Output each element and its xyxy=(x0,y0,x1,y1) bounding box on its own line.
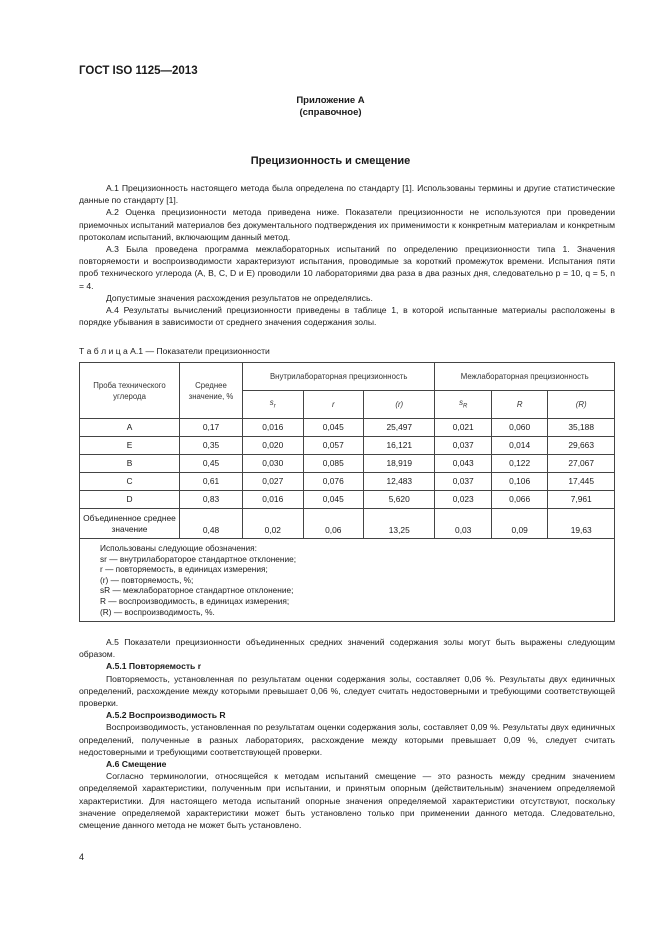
note-line: (r) — повторяемость, %; xyxy=(100,574,194,585)
cell-R: 0,066 xyxy=(491,491,547,509)
paragraph-a3-note: Допустимые значения расхождения результатов не определялись. xyxy=(106,292,373,303)
cell-sr: 0,020 xyxy=(243,437,304,455)
cell-sr: 0,027 xyxy=(243,473,304,491)
header-r-percent: (r) xyxy=(364,391,435,419)
cell-mean: 0,45 xyxy=(180,455,243,473)
table-row xyxy=(80,455,615,473)
cell-r: 0,045 xyxy=(303,419,364,437)
note-line: sR — межлабораторное стандартное отклонение; xyxy=(100,585,294,596)
header-sR: $s_R$ xyxy=(435,391,491,419)
note-line: (R) — воспроизводимость, %. xyxy=(100,606,215,617)
header-inter-lab: Межлабораторная прецизионность xyxy=(435,363,615,391)
header-intra-lab: Внутрилабораторная прецизионность xyxy=(243,363,435,391)
cell-R-percent: 35,188 xyxy=(548,419,615,437)
cell-sR: 0,043 xyxy=(435,455,491,473)
section-title: Прецизионность и смещение xyxy=(250,155,411,167)
cell-r-percent: 12,483 xyxy=(364,473,435,491)
paragraph-a51: Повторяемость, установленная по результатам оценки содержания золы, составляет 0,06 %. Результаты двух единичных определений, расхождение между которыми превышает 0,06 %, следует считать недостоверными и требующими соответствующей проверки. xyxy=(79,673,615,709)
header-sr: $s_r$ xyxy=(243,391,304,419)
cell-R: 0,09 xyxy=(491,509,547,539)
cell-r: 0,057 xyxy=(303,437,364,455)
heading-a52: А.5.2 Воспроизводимость R xyxy=(106,710,226,721)
text-block-1 xyxy=(79,182,615,328)
note-line: R — воспроизводимость, в единицах измерения; xyxy=(100,595,290,606)
cell-sample: B xyxy=(80,455,180,473)
appendix-type: (справочное) xyxy=(299,107,362,118)
cell-mean: 0,48 xyxy=(180,509,243,539)
table-row-pooled xyxy=(80,509,615,539)
cell-R: 0,106 xyxy=(491,473,547,491)
heading-a51: А.5.1 Повторяемость r xyxy=(106,661,202,672)
table-row xyxy=(80,419,615,437)
table-row xyxy=(80,491,615,509)
table-notes xyxy=(80,539,615,622)
cell-sr: 0,02 xyxy=(243,509,304,539)
cell-R: 0,014 xyxy=(491,437,547,455)
cell-sr: 0,016 xyxy=(243,491,304,509)
header-R: R xyxy=(491,391,547,419)
cell-r-percent: 13,25 xyxy=(364,509,435,539)
paragraph-a4: А.4 Результаты вычислений прецизионности приведены в таблице 1, в которой испытанные материалы расположены в порядке убывания в зависимости от среднего значения содержания золы. xyxy=(79,305,615,328)
paragraph-a1: А.1 Прецизионность настоящего метода была определена по стандарту [1]. Использованы термины и другие статистические данные по стандарту [1]. xyxy=(79,183,615,206)
cell-sR: 0,03 xyxy=(435,509,491,539)
document-header: ГОСТ ISO 1125—2013 xyxy=(79,65,198,77)
cell-r: 0,085 xyxy=(303,455,364,473)
cell-sample: A xyxy=(80,419,180,437)
cell-r-percent: 5,620 xyxy=(364,491,435,509)
precision-table xyxy=(79,362,615,622)
cell-r: 0,045 xyxy=(303,491,364,509)
paragraph-a6: Согласно терминологии, относящейся к методам испытаний смещение — это разность между средним значением определяемой характеристики, полученным при испытании, и принятым опорным (действительным) значением определяемой характеристики. Для настоящего метода испытаний опорные значения определяемой характеристики отсутствуют, поскольку значение определяемой характеристики может быть установлено только при применении данного метода. Следовательно, смещение данного метода не может быть установлено. xyxy=(79,771,615,831)
cell-sr: 0,016 xyxy=(243,419,304,437)
appendix-label: Приложение А xyxy=(296,95,365,106)
cell-R-percent: 19,63 xyxy=(548,509,615,539)
table-caption: Т а б л и ц а А.1 — Показатели прецизионности xyxy=(79,346,270,356)
header-sample: Проба технического углерода xyxy=(80,363,180,419)
note-line: Использованы следующие обозначения: xyxy=(100,543,257,553)
text-block-2 xyxy=(79,636,615,831)
cell-R-percent: 27,067 xyxy=(548,455,615,473)
cell-sample: Объединенное среднее значение xyxy=(80,509,180,539)
table-row xyxy=(80,473,615,491)
header-R-percent: (R) xyxy=(548,391,615,419)
cell-mean: 0,17 xyxy=(180,419,243,437)
header-r: r xyxy=(303,391,364,419)
cell-r: 0,076 xyxy=(303,473,364,491)
cell-r-percent: 18,919 xyxy=(364,455,435,473)
heading-a6: А.6 Смещение xyxy=(106,759,167,770)
cell-R-percent: 7,961 xyxy=(548,491,615,509)
table-row xyxy=(80,437,615,455)
cell-mean: 0,83 xyxy=(180,491,243,509)
cell-sr: 0,030 xyxy=(243,455,304,473)
cell-sample: E xyxy=(80,437,180,455)
paragraph-a2: А.2 Оценка прецизионности метода приведена ниже. Показатели прецизионности не используются при проведении приемочных испытаний материалов без документального подтверждения их применимости к конкретным материалам и конкретным протоколам испытаний, включающим данный метод. xyxy=(79,207,615,242)
cell-r-percent: 16,121 xyxy=(364,437,435,455)
cell-mean: 0,35 xyxy=(180,437,243,455)
cell-r-percent: 25,497 xyxy=(364,419,435,437)
cell-R-percent: 17,445 xyxy=(548,473,615,491)
note-line: sr — внутрилабораторое стандартное отклонение; xyxy=(100,553,297,564)
cell-R: 0,122 xyxy=(491,455,547,473)
cell-sR: 0,037 xyxy=(435,473,491,491)
cell-r: 0,06 xyxy=(303,509,364,539)
page-number: 4 xyxy=(79,852,85,862)
cell-sample: C xyxy=(80,473,180,491)
cell-mean: 0,61 xyxy=(180,473,243,491)
cell-sR: 0,021 xyxy=(435,419,491,437)
paragraph-a52: Воспроизводимость, установленная по результатам оценки содержания золы, составляет 0,09 %. Результаты двух единичных определений, полученные в разных лабораториях, расхождение между которыми превышает 0,09 %, следует считать недостоверными и требующими соответствующей проверки. xyxy=(79,722,615,757)
note-line: r — повторяемость, в единицах измерения; xyxy=(100,564,268,575)
cell-R-percent: 29,663 xyxy=(548,437,615,455)
cell-sample: D xyxy=(80,491,180,509)
paragraph-a3: А.3 Была проведена программа межлабораторных испытаний по определению прецизионности типа 1. Значения повторяемости и воспроизводимости характеризуют испытания, проводимые за короткий промежуток времени. Испытания пяти проб технического углерода (А, В, С, D и Е) проводили 10 лабораториями два раза в два разных дня, следовательно р = 10, q = 5, n = 4. xyxy=(79,244,615,291)
cell-sR: 0,023 xyxy=(435,491,491,509)
paragraph-a5: А.5 Показатели прецизионности объединенных средних значений содержания золы могут быть выражены следующим образом. xyxy=(79,637,615,660)
table-notes-row xyxy=(80,539,615,622)
header-mean: Среднее значение, % xyxy=(180,363,243,419)
cell-R: 0,060 xyxy=(491,419,547,437)
cell-sR: 0,037 xyxy=(435,437,491,455)
